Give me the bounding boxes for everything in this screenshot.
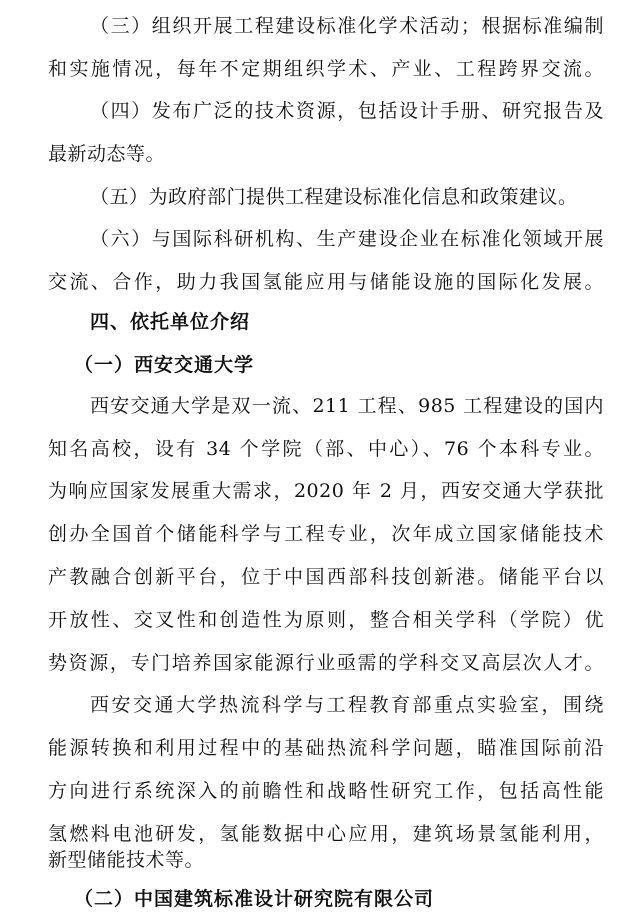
item-4-line-2: 最新动态等。 [48,143,166,165]
xjtu-para2-line-2: 能源转换和利用过程中的基础热流科学问题，瞄准国际前沿 [48,737,604,759]
xjtu-para1-line-4: 创办全国首个储能科学与工程专业，次年成立国家储能技术 [48,523,604,545]
xjtu-para1-line-5: 产教融合创新平台，位于中国西部科技创新港。储能平台以 [48,566,604,588]
item-5-line-1: （五）为政府部门提供工程建设标准化信息和政策建议。 [90,186,578,208]
item-6-line-1: （六）与国际科研机构、生产建设企业在标准化领域开展 [90,228,604,250]
xjtu-para2-line-4: 氢燃料电池研发，氢能数据中心应用，建筑场景氢能利用， [48,823,604,845]
subsection-1-heading: （一）西安交通大学 [74,354,255,376]
item-4-line-1: （四）发布广泛的技术资源，包括设计手册、研究报告及 [90,100,604,122]
item-6-line-2: 交流、合作，助力我国氢能应用与储能设施的国际化发展。 [48,271,604,293]
xjtu-para2-line-1: 西安交通大学热流科学与工程教育部重点实验室，围绕 [90,694,604,716]
xjtu-para2-line-3: 方向进行系统深入的前瞻性和战略性研究工作，包括高性能 [48,780,604,802]
xjtu-para1-line-3: 为响应国家发展重大需求，2020 年 2 月，西安交通大学获批 [48,480,604,502]
item-3-line-2: 和实施情况，每年不定期组织学术、产业、工程跨界交流。 [48,58,604,80]
xjtu-para1-line-1: 西安交通大学是双一流、211 工程、985 工程建设的国内 [90,395,604,417]
xjtu-para1-line-2: 知名高校，设有 34 个学院（部、中心）、76 个本科专业。 [48,438,604,460]
subsection-2-heading: （二）中国建筑标准设计研究院有限公司 [74,888,435,910]
xjtu-para1-line-7: 势资源，专门培养国家能源行业亟需的学科交叉高层次人才。 [48,652,604,674]
section-4-heading: 四、依托单位介绍 [90,311,251,333]
xjtu-para1-line-6: 开放性、交叉性和创造性为原则，整合相关学科（学院）优 [48,609,604,631]
item-3-line-1: （三）组织开展工程建设标准化学术活动；根据标准编制 [90,15,604,37]
xjtu-para2-line-5: 新型储能技术等。 [48,849,205,871]
